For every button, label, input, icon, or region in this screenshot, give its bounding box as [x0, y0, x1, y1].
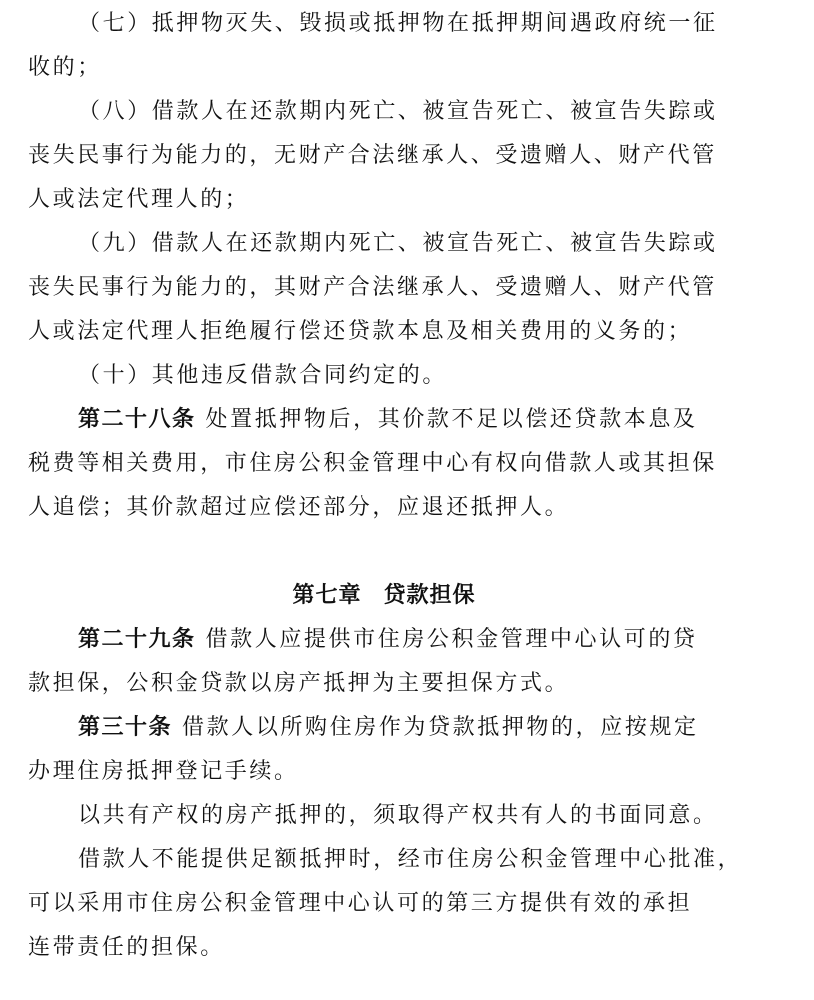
spacer: [28, 530, 740, 574]
text-line: 人追偿；其价款超过应偿还部分，应退还抵押人。: [28, 495, 570, 520]
text-line: 款担保，公积金贷款以房产抵押为主要担保方式。: [28, 671, 570, 696]
document-page: [28, 2, 743, 970]
text-line: 丧失民事行为能力的，无财产合法继承人、受遗赠人、财产代管: [28, 143, 717, 168]
text-line: （七）抵押物灭失、毁损或抵押物在抵押期间遇政府统一征: [78, 11, 718, 36]
chapter-number: 第七章: [292, 583, 362, 608]
article-29-text: 借款人应提供市住房公积金管理中心认可的贷: [205, 627, 698, 652]
text-line: 以共有产权的房产抵押的，须取得产权共有人的书面同意。: [78, 803, 718, 828]
article-28-title: 第二十八条: [78, 407, 196, 432]
text-line: 办理住房抵押登记手续。: [28, 759, 299, 784]
article-28-text: 处置抵押物后，其价款不足以偿还贷款本息及: [205, 407, 698, 432]
text-line: 收的；: [28, 55, 102, 80]
text-line: （八）借款人在还款期内死亡、被宣告死亡、被宣告失踪或: [78, 99, 718, 124]
article-29: [28, 618, 740, 662]
text-line: 丧失民事行为能力的，其财产合法继承人、受遗赠人、财产代管: [28, 275, 717, 300]
chapter-title: 贷款担保: [383, 583, 476, 608]
article-30-title: 第三十条: [78, 715, 173, 740]
article-28: [28, 398, 740, 442]
article-30: [28, 706, 740, 750]
text-line: 人或法定代理人拒绝履行偿还贷款本息及相关费用的义务的；: [28, 319, 693, 344]
text-line: 税费等相关费用，市住房公积金管理中心有权向借款人或其担保: [28, 451, 717, 476]
article-29-title: 第二十九条: [78, 627, 196, 652]
text-line: （十）其他违反借款合同约定的。: [78, 363, 448, 388]
text-line: 人或法定代理人的；: [28, 187, 250, 212]
article-30-text: 借款人以所购住房作为贷款抵押物的，应按规定: [182, 715, 699, 740]
text-line: （九）借款人在还款期内死亡、被宣告死亡、被宣告失踪或: [78, 231, 718, 256]
chapter-heading: [28, 574, 740, 618]
text-line: 可以采用市住房公积金管理中心认可的第三方提供有效的承担: [28, 891, 693, 916]
text-line: 连带责任的担保。: [28, 935, 225, 960]
text-line: 借款人不能提供足额抵押时，经市住房公积金管理中心批准，: [78, 847, 743, 872]
